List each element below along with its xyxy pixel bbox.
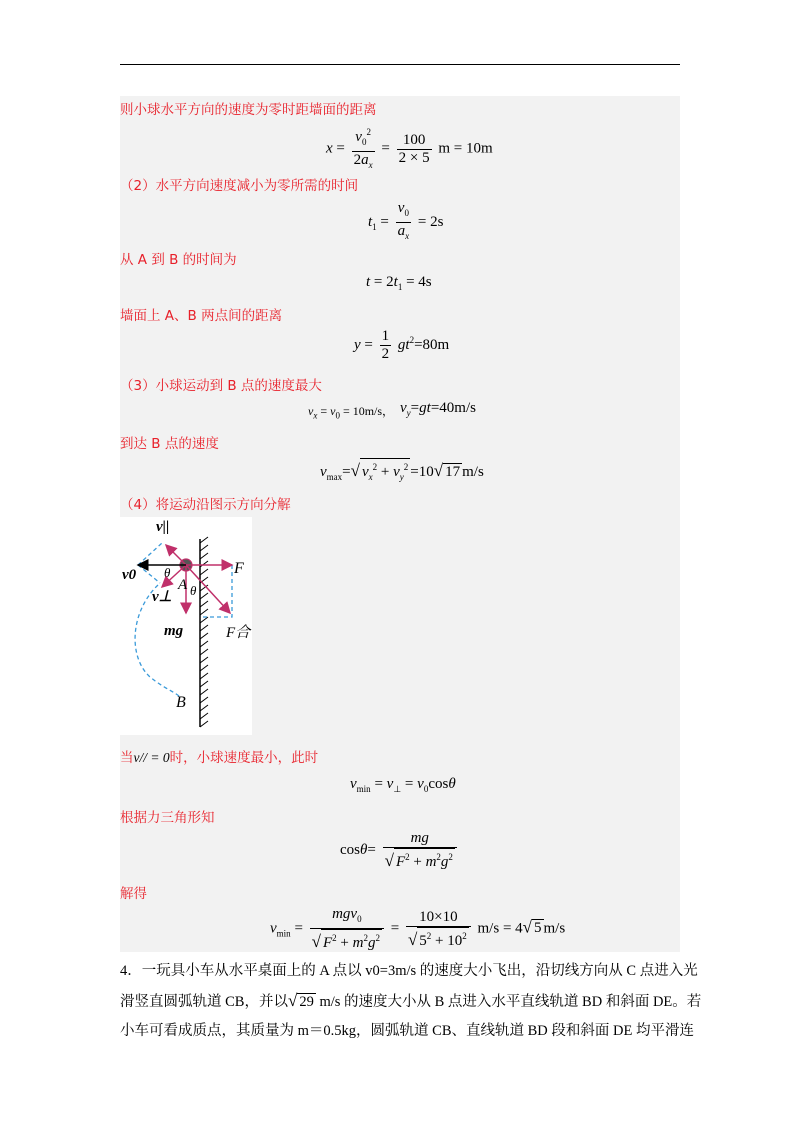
label-v-perp: v⊥: [152, 589, 172, 605]
equation-vmin-result: $v_{min}$ = $\frac{mgv_0}{√ F^2 + m^2g^2}$ = $\frac{10\times 10}{√ 5^2 + 10^2}$ m/s = 4√ 5 m/s: [270, 906, 566, 951]
equation-vmax: $v_{max}=√$ $v_x^2 + v_y^2 =10√$ 17 m/s: [320, 458, 484, 486]
header-rule: [120, 64, 680, 65]
label-mg: mg: [164, 623, 184, 639]
label-v0: v0: [122, 567, 137, 583]
problem-4-line-1: 4．一玩具小车从水平桌面上的 A 点以 v0=3m/s 的速度大小飞出，沿切线方向从 C 点进入光: [120, 963, 698, 979]
solution-line-solve: 解得: [120, 886, 147, 902]
part-2-heading: （2）水平方向速度减小为零所需的时间: [120, 178, 359, 194]
equation-x: x = $\frac{v_0^2}{2a_x}$ = $\frac{100}{2 \times 5}$ m = 10m: [326, 124, 493, 174]
label-point-a: A: [178, 577, 188, 593]
equation-y: y = $\frac{1}{2}$ $gt^2=80m$: [354, 328, 450, 362]
solution-line-wall: 墙面上 A、B 两点间的距离: [120, 308, 283, 324]
equation-vx: $v_x = v_0 = 10m/s$，: [308, 404, 395, 421]
part-3-heading: （3）小球运动到 B 点的速度最大: [120, 378, 322, 394]
solution-line-ab: 从 A 到 B 的时间为: [120, 252, 237, 268]
label-point-b: B: [176, 694, 186, 711]
decomposition-figure: [120, 517, 252, 735]
part-4-heading: （4）将运动沿图示方向分解: [120, 497, 291, 513]
velocity-decomposition-diagram: [120, 517, 252, 735]
problem-4-line-3: 小车可看成质点，其质量为 m＝0.5kg，圆弧轨道 CB、直线轨道 BD 段和斜面 DE 均平滑连: [120, 1023, 694, 1039]
label-f-net: F合: [226, 625, 251, 641]
equation-vmin: $v_{min} = v_\perp = v_0\cos\theta$: [350, 776, 456, 794]
label-force-f: F: [234, 560, 244, 577]
solution-line-1: 则小球水平方向的速度为零时距墙面的距离: [120, 102, 377, 118]
vector-arrows: [162, 545, 232, 613]
label-theta-2: θ: [190, 583, 197, 598]
solution-line-when: 当v// = 0时，小球速度最小，此时: [120, 750, 319, 766]
label-theta-1: θ: [164, 565, 171, 580]
equation-vy: $v_y=gt=40m/s$: [400, 400, 476, 418]
equation-t: $t = 2t_1 = 4s$: [366, 274, 432, 292]
solution-line-triangle: 根据力三角形知: [120, 810, 215, 826]
problem-4-line-2: 滑竖直圆弧轨道 CB，并以√ 29 m/s 的速度大小从 B 点进入水平直线轨道 BD 和斜面 DE。若: [120, 991, 702, 1010]
equation-t1: $t_1$ = $\frac{v_0}{a_x}$ = 2s: [368, 200, 444, 241]
label-v-parallel: v||: [156, 519, 170, 535]
equation-cos-theta: cosθ= $\frac{mg}{√ F^2 + m^2g^2}$: [340, 830, 460, 871]
condition-v-parallel: v// = 0: [133, 750, 170, 765]
solution-line-speed: 到达 B 点的速度: [120, 436, 219, 452]
